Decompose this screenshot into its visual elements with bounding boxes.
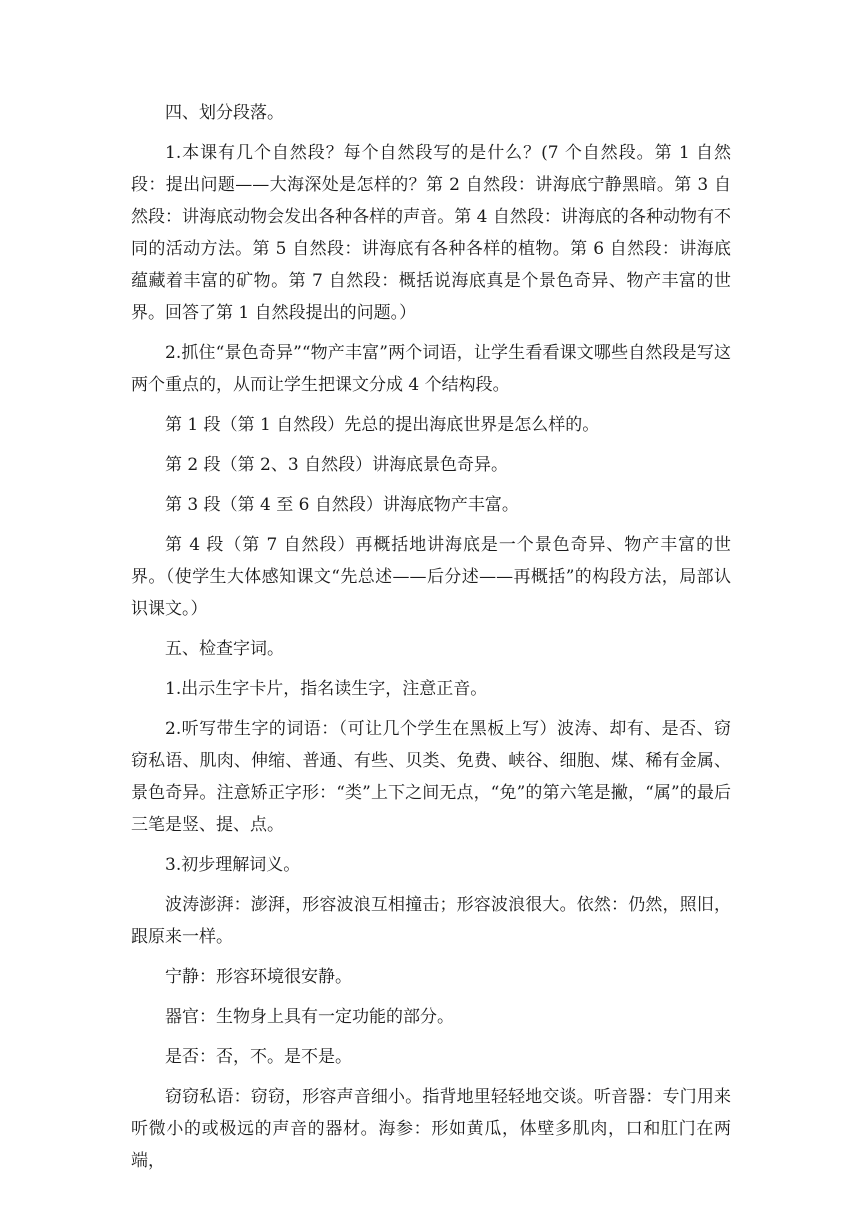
paragraph: 波涛澎湃：澎湃，形容波浪互相撞击；形容波浪很大。依然：仍然，照旧，跟原来一样。: [131, 895, 731, 947]
section-paragraph-division: [131, 97, 731, 625]
paragraph: 第 1 段（第 1 自然段）先总的提出海底世界是怎么样的。: [165, 415, 600, 435]
paragraph: 2.抓住“景色奇异”“物产丰富”两个词语，让学生看看课文哪些自然段是写这两个重点的，从而让学生把课文分成 4 个结构段。: [131, 343, 731, 395]
paragraph: 器官：生物身上具有一定功能的部分。: [165, 1007, 454, 1027]
paragraph: 第 2 段（第 2、3 自然段）讲海底景色奇异。: [165, 455, 509, 475]
paragraph: 3.初步理解词义。: [165, 855, 301, 875]
document-page: [131, 97, 731, 1185]
paragraph: 第 4 段（第 7 自然段）再概括地讲海底是一个景色奇异、物产丰富的世界。（使学生大体感知课文“先总述——后分述——再概括”的构段方法，局部认识课文。）: [131, 535, 731, 619]
paragraph: 是否：否，不。是不是。: [165, 1047, 352, 1067]
section-heading: 四、划分段落。: [165, 103, 284, 123]
paragraph: 宁静：形容环境很安静。: [165, 967, 352, 987]
paragraph: 窃窃私语：窃窃，形容声音细小。指背地里轻轻地交谈。听音器：专门用来听微小的或极远的声音的器材。海参：形如黄瓜，体壁多肌肉，口和肛门在两端，: [131, 1087, 731, 1171]
section-check-words: [131, 633, 731, 1177]
paragraph: 1.本课有几个自然段？每个自然段写的是什么？(7 个自然段。第 1 自然段：提出问题——大海深处是怎样的？第 2 自然段：讲海底宁静黑暗。第 3 自然段：讲海底动物会发出各种各样的声音。第 4 自然段：讲海底的各种动物有不同的活动方法。第 5 自然段：讲海底有各种各样的植物。第 6 自然段：讲海底蕴藏着丰富的矿物。第 7 自然段：概括说海底真是个景色奇异、物产丰富的世界。回答了第 1 自然段提出的问题。）: [131, 143, 731, 323]
paragraph: 1.出示生字卡片，指名读生字，注意正音。: [165, 679, 488, 699]
section-heading: 五、检查字词。: [165, 639, 284, 659]
paragraph: 第 3 段（第 4 至 6 自然段）讲海底物产丰富。: [165, 495, 519, 515]
paragraph: 2.听写带生字的词语：（可让几个学生在黑板上写）波涛、却有、是否、窃窃私语、肌肉、伸缩、普通、有些、贝类、免费、峡谷、细胞、煤、稀有金属、景色奇异。注意矫正字形：“类”上下之间无点，“免”的第六笔是撇，“属”的最后三笔是竖、提、点。: [131, 719, 731, 835]
